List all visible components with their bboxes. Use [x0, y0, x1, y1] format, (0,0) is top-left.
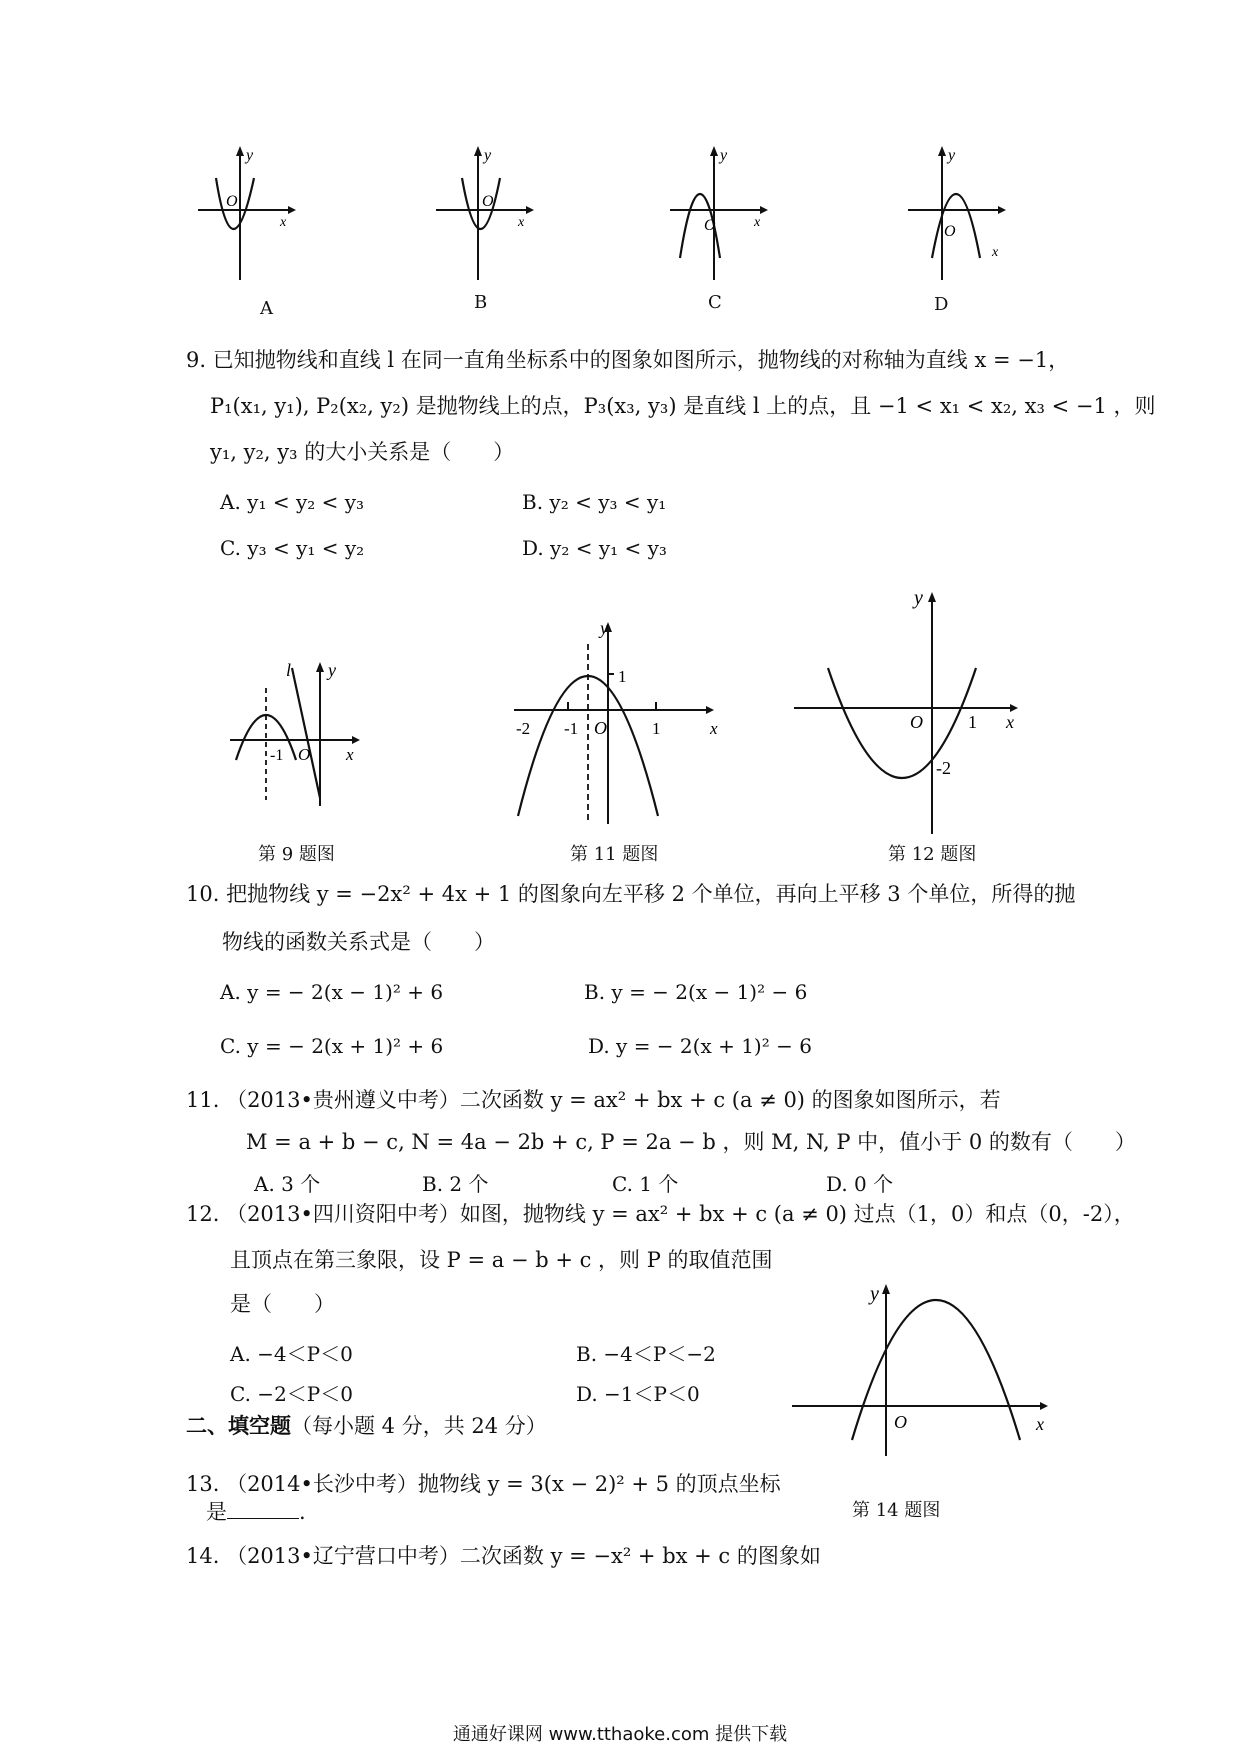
- fig9-minus1-label: -1: [270, 747, 284, 764]
- figure-11: [508, 618, 728, 828]
- q14-stem-line1: 14. （2013•辽宁营口中考）二次函数 y = −x² + bx + c 的图象如: [186, 1544, 821, 1568]
- fig11-x-label: x: [710, 719, 718, 738]
- figure-12-caption: 第 12 题图: [888, 844, 977, 865]
- fig11-y-label: y: [600, 618, 608, 638]
- q8-label-a: A: [260, 298, 273, 319]
- q13-answer-blank: [227, 1500, 299, 1519]
- fig9-l-label: l: [286, 660, 292, 680]
- q12-option-d: D. −1＜P＜0: [576, 1382, 700, 1406]
- svg-text:y: y: [246, 147, 254, 164]
- q8-label-c: C: [708, 292, 722, 313]
- q12-option-b: B. −4＜P＜−2: [576, 1342, 716, 1366]
- figure-9-caption: 第 9 题图: [258, 844, 335, 865]
- fig11-tick-1-y: 1: [618, 667, 627, 686]
- q13-line2-suffix: .: [299, 1500, 306, 1524]
- svg-text:O: O: [482, 193, 494, 210]
- figure-12: [790, 588, 1040, 838]
- q12-option-c: C. −2＜P＜0: [230, 1382, 353, 1406]
- q9-stem-line1: 9. 已知抛物线和直线 l 在同一直角坐标系中的图象如图所示，抛物线的对称轴为直线 x = −1，: [186, 348, 1070, 372]
- q13-line2-prefix: 是: [206, 1500, 227, 1524]
- q11-option-d: D. 0 个: [826, 1172, 894, 1196]
- q12-option-a: A. −4＜P＜0: [230, 1342, 353, 1366]
- section-2-note: （每小题 4 分，共 24 分）: [291, 1414, 547, 1438]
- q11-option-b: B. 2 个: [422, 1172, 489, 1196]
- fig9-x-label: x: [346, 745, 354, 764]
- fig12-tick-1: 1: [968, 712, 977, 732]
- fig11-tick-minus1: -1: [564, 719, 579, 738]
- q10-option-c: C. y = − 2(x + 1)² + 6: [220, 1034, 444, 1058]
- q8-graph-c: [662, 140, 772, 290]
- fig12-y-label: y: [914, 587, 923, 609]
- fig9-y-label: y: [328, 660, 336, 680]
- figure-11-caption: 第 11 题图: [570, 844, 659, 865]
- q8-label-b: B: [474, 292, 488, 313]
- q11-option-c: C. 1 个: [612, 1172, 679, 1196]
- q10-stem-line1: 10. 把抛物线 y = −2x² + 4x + 1 的图象向左平移 2 个单位，再向上平移 3 个单位，所得的抛: [186, 882, 1076, 906]
- page-footer: 通通好课网 www.tthaoke.com 提供下载: [452, 1724, 788, 1745]
- fig14-y-label: y: [870, 1283, 879, 1305]
- fig14-origin-label: O: [894, 1412, 907, 1432]
- q8-label-d: D: [934, 294, 949, 315]
- svg-text:x: x: [754, 215, 761, 230]
- fig11-tick-1-x: 1: [652, 719, 661, 738]
- q10-option-a: A. y = − 2(x − 1)² + 6: [220, 980, 444, 1004]
- q9-option-c: C. y₃ < y₁ < y₂: [220, 536, 365, 560]
- q13-stem-line2: [206, 1498, 306, 1526]
- figure-9: [226, 660, 376, 810]
- figure-14: [790, 1280, 1060, 1460]
- q8-graph-d: [900, 140, 1010, 290]
- q9-stem-line2: P₁(x₁, y₁), P₂(x₂, y₂) 是抛物线上的点，P₃(x₃, y₃) 是直线 l 上的点，且 −1 < x₁ < x₂, x₃ < −1 ，则: [210, 394, 1156, 418]
- q13-stem-line1: 13. （2014•长沙中考）抛物线 y = 3(x − 2)² + 5 的顶点坐标: [186, 1472, 781, 1496]
- svg-text:O: O: [704, 217, 716, 234]
- q10-option-b: B. y = − 2(x − 1)² − 6: [584, 980, 808, 1004]
- q11-stem-line2: M = a + b − c, N = 4a − 2b + c, P = 2a − b ，则 M, N, P 中，值小于 0 的数有（ ）: [246, 1130, 1136, 1154]
- q8-graph-b: [428, 140, 538, 290]
- svg-text:y: y: [484, 147, 492, 164]
- svg-text:O: O: [944, 223, 956, 240]
- q12-stem-line1: 12. （2013•四川资阳中考）如图，抛物线 y = ax² + bx + c (a ≠ 0) 过点（1，0）和点（0，-2），: [186, 1202, 1135, 1226]
- fig14-x-label: x: [1036, 1414, 1044, 1434]
- q11-option-a: A. 3 个: [254, 1172, 321, 1196]
- svg-text:x: x: [280, 215, 287, 230]
- section-2-title: 二、填空题: [186, 1413, 291, 1438]
- q8-graph-a: [190, 140, 300, 290]
- q9-option-b: B. y₂ < y₃ < y₁: [522, 490, 667, 514]
- fig11-origin-label: O: [594, 718, 607, 738]
- fig12-x-label: x: [1006, 712, 1014, 732]
- q11-stem-line1: 11. （2013•贵州遵义中考）二次函数 y = ax² + bx + c (a ≠ 0) 的图象如图所示，若: [186, 1088, 1001, 1112]
- q10-option-d: D. y = − 2(x + 1)² − 6: [588, 1034, 812, 1058]
- q10-stem-line2: 物线的函数关系式是（ ）: [222, 930, 495, 954]
- q12-stem-line3: 是（ ）: [230, 1292, 335, 1316]
- svg-text:O: O: [226, 193, 238, 210]
- svg-text:x: x: [518, 215, 525, 230]
- fig11-tick-minus2: -2: [516, 719, 531, 738]
- q9-option-a: A. y₁ < y₂ < y₃: [220, 490, 365, 514]
- svg-text:y: y: [948, 147, 956, 164]
- q9-stem-line3: y₁, y₂, y₃ 的大小关系是（ ）: [210, 440, 515, 464]
- fig12-origin-label: O: [910, 712, 923, 732]
- svg-text:y: y: [720, 147, 728, 164]
- fig12-tick-minus2: -2: [936, 758, 951, 778]
- q12-stem-line2: 且顶点在第三象限，设 P = a − b + c ，则 P 的取值范围: [230, 1248, 773, 1272]
- section-2-heading: [186, 1412, 547, 1440]
- svg-text:x: x: [992, 245, 999, 260]
- fig9-origin-label: O: [298, 745, 311, 764]
- figure-14-caption: 第 14 题图: [852, 1500, 941, 1521]
- q9-option-d: D. y₂ < y₁ < y₃: [522, 536, 667, 560]
